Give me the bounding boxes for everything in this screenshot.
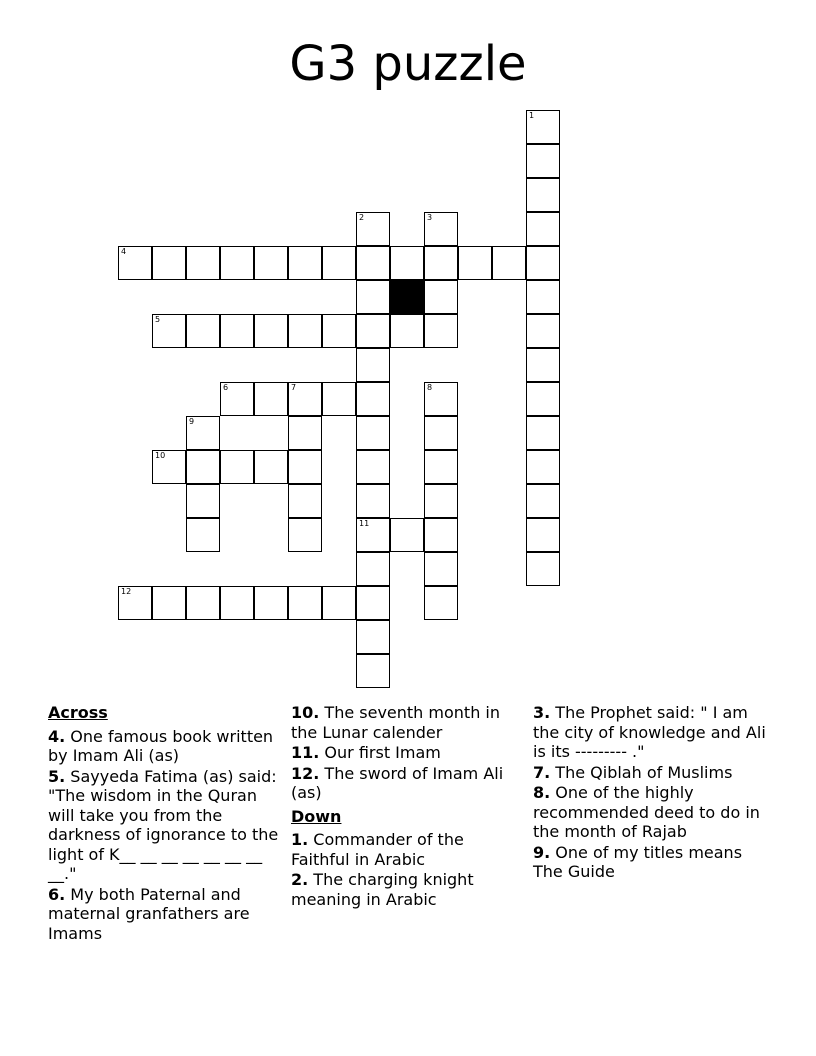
down-clue bbox=[533, 783, 773, 842]
grid-cell[interactable] bbox=[356, 484, 390, 518]
cell-number: 1 bbox=[529, 111, 535, 120]
grid-cell[interactable] bbox=[390, 518, 424, 552]
grid-cell[interactable] bbox=[186, 450, 220, 484]
grid-cell[interactable] bbox=[526, 246, 560, 280]
down-clue bbox=[533, 843, 773, 882]
grid-cell[interactable] bbox=[424, 450, 458, 484]
grid-cell[interactable] bbox=[220, 382, 254, 416]
grid-cell[interactable] bbox=[424, 382, 458, 416]
grid-cell[interactable] bbox=[356, 246, 390, 280]
clue-number: 8. bbox=[533, 783, 551, 802]
grid-cell[interactable] bbox=[356, 280, 390, 314]
clue-text: Commander of the Faithful in Arabic bbox=[291, 830, 464, 869]
clue-text: The sword of Imam Ali (as) bbox=[291, 763, 504, 802]
cell-number: 9 bbox=[189, 417, 195, 426]
grid-cell[interactable] bbox=[322, 586, 356, 620]
clue-text: The Qiblah of Muslims bbox=[550, 762, 733, 782]
down-clue bbox=[533, 703, 773, 762]
grid-cell[interactable] bbox=[356, 212, 390, 246]
grid-cell[interactable] bbox=[220, 246, 254, 280]
grid-cell[interactable] bbox=[288, 416, 322, 450]
clue-text: The seventh month in the Lunar calender bbox=[291, 703, 501, 742]
grid-cell[interactable] bbox=[526, 484, 560, 518]
page-title: G3 puzzle bbox=[289, 36, 527, 92]
clue-number: 7. bbox=[533, 762, 551, 782]
cell-number: 7 bbox=[291, 383, 297, 392]
grid-cell[interactable] bbox=[322, 382, 356, 416]
grid-cell[interactable] bbox=[424, 552, 458, 586]
grid-cell[interactable] bbox=[220, 450, 254, 484]
grid-cell[interactable] bbox=[118, 586, 152, 620]
grid-cell[interactable] bbox=[186, 416, 220, 450]
grid-cell[interactable] bbox=[254, 314, 288, 348]
cell-number: 8 bbox=[427, 383, 433, 392]
clue-number: 10. bbox=[291, 703, 320, 722]
grid-cell[interactable] bbox=[356, 654, 390, 688]
across-clue bbox=[291, 703, 526, 742]
grid-cell[interactable] bbox=[254, 246, 288, 280]
clue-text: My both Paternal and maternal granfathers are Imams bbox=[48, 884, 250, 943]
across-clue bbox=[48, 727, 283, 766]
clue-number: 5. bbox=[48, 766, 66, 786]
grid-cell[interactable] bbox=[356, 552, 390, 586]
cell-number: 3 bbox=[427, 213, 433, 222]
grid-cell[interactable] bbox=[526, 518, 560, 552]
grid-cell[interactable] bbox=[186, 586, 220, 620]
grid-cell[interactable] bbox=[288, 246, 322, 280]
grid-cell[interactable] bbox=[424, 586, 458, 620]
grid-cell[interactable] bbox=[424, 484, 458, 518]
grid-cell[interactable] bbox=[186, 246, 220, 280]
clue-text: One of my titles means The Guide bbox=[533, 842, 743, 881]
clue-text: One of the highly recommended deed to do in the month of Rajab bbox=[533, 783, 760, 841]
grid-cell[interactable] bbox=[152, 450, 186, 484]
grid-cell[interactable] bbox=[254, 586, 288, 620]
across-clue bbox=[48, 767, 283, 884]
down-clue bbox=[291, 870, 526, 909]
clue-text: The Prophet said: " I am the city of knowledge and Ali is its --------- ." bbox=[533, 703, 766, 761]
grid-cell[interactable] bbox=[526, 450, 560, 484]
clue-text: One famous book written by Imam Ali (as) bbox=[48, 726, 274, 765]
blocked-cell bbox=[390, 280, 424, 314]
clue-number: 3. bbox=[533, 703, 551, 722]
grid-cell[interactable] bbox=[356, 416, 390, 450]
grid-cell[interactable] bbox=[356, 586, 390, 620]
grid-cell[interactable] bbox=[152, 586, 186, 620]
grid-cell[interactable] bbox=[220, 586, 254, 620]
grid-cell[interactable] bbox=[424, 518, 458, 552]
clues-column-1 bbox=[48, 703, 283, 944]
grid-cell[interactable] bbox=[390, 246, 424, 280]
grid-cell[interactable] bbox=[186, 314, 220, 348]
grid-cell[interactable] bbox=[526, 416, 560, 450]
clue-number: 12. bbox=[291, 763, 320, 783]
grid-cell[interactable] bbox=[526, 314, 560, 348]
down-clue bbox=[533, 763, 773, 783]
grid-cell[interactable] bbox=[526, 382, 560, 416]
clues-column-2 bbox=[291, 703, 526, 910]
grid-cell[interactable] bbox=[254, 382, 288, 416]
across-heading: Across bbox=[48, 703, 108, 722]
grid-cell[interactable] bbox=[424, 246, 458, 280]
grid-cell[interactable] bbox=[288, 450, 322, 484]
grid-cell[interactable] bbox=[356, 382, 390, 416]
grid-cell[interactable] bbox=[152, 314, 186, 348]
grid-cell[interactable] bbox=[288, 586, 322, 620]
grid-cell[interactable] bbox=[526, 178, 560, 212]
clue-number: 1. bbox=[291, 830, 309, 849]
grid-cell[interactable] bbox=[492, 246, 526, 280]
grid-cell[interactable] bbox=[322, 314, 356, 348]
grid-cell[interactable] bbox=[220, 314, 254, 348]
cell-number: 5 bbox=[155, 315, 161, 324]
grid-cell[interactable] bbox=[424, 314, 458, 348]
clues-column-3 bbox=[533, 703, 773, 883]
grid-cell[interactable] bbox=[424, 416, 458, 450]
grid-cell[interactable] bbox=[526, 212, 560, 246]
grid-cell[interactable] bbox=[526, 552, 560, 586]
clue-number: 11. bbox=[291, 743, 320, 762]
grid-cell[interactable] bbox=[424, 280, 458, 314]
grid-cell[interactable] bbox=[424, 212, 458, 246]
down-heading: Down bbox=[291, 806, 342, 826]
across-clue bbox=[48, 885, 283, 944]
across-clue bbox=[291, 764, 526, 803]
grid-cell[interactable] bbox=[526, 144, 560, 178]
clue-number: 9. bbox=[533, 842, 551, 862]
grid-cell[interactable] bbox=[288, 484, 322, 518]
across-clue bbox=[291, 743, 526, 763]
grid-cell[interactable] bbox=[526, 110, 560, 144]
clue-number: 2. bbox=[291, 870, 309, 889]
grid-cell[interactable] bbox=[356, 314, 390, 348]
cell-number: 6 bbox=[223, 383, 229, 392]
grid-cell[interactable] bbox=[152, 246, 186, 280]
clue-text: Sayyeda Fatima (as) said: "The wisdom in the Quran will take you from the darkness of ignorance to the light of K__ __ __ __ __ __ __ __." bbox=[48, 766, 279, 883]
cell-number: 4 bbox=[121, 247, 127, 256]
grid-cell[interactable] bbox=[288, 382, 322, 416]
grid-cell[interactable] bbox=[390, 314, 424, 348]
grid-cell[interactable] bbox=[254, 450, 288, 484]
clue-text: Our first Imam bbox=[319, 743, 441, 762]
grid-cell[interactable] bbox=[356, 518, 390, 552]
grid-cell[interactable] bbox=[356, 620, 390, 654]
grid-cell[interactable] bbox=[322, 246, 356, 280]
clue-number: 6. bbox=[48, 884, 66, 904]
grid-cell[interactable] bbox=[526, 280, 560, 314]
cell-number: 12 bbox=[121, 587, 132, 596]
cell-number: 11 bbox=[359, 519, 370, 528]
grid-cell[interactable] bbox=[356, 348, 390, 382]
cell-number: 10 bbox=[155, 451, 166, 460]
grid-cell[interactable] bbox=[526, 348, 560, 382]
grid-cell[interactable] bbox=[288, 314, 322, 348]
cell-number: 2 bbox=[359, 213, 365, 222]
down-clue bbox=[291, 830, 526, 869]
grid-cell[interactable] bbox=[458, 246, 492, 280]
clue-text: The charging knight meaning in Arabic bbox=[291, 870, 474, 909]
grid-cell[interactable] bbox=[288, 518, 322, 552]
clue-number: 4. bbox=[48, 726, 66, 746]
grid-cell[interactable] bbox=[356, 450, 390, 484]
grid-cell[interactable] bbox=[118, 246, 152, 280]
grid-cell[interactable] bbox=[186, 518, 220, 552]
grid-cell[interactable] bbox=[186, 484, 220, 518]
